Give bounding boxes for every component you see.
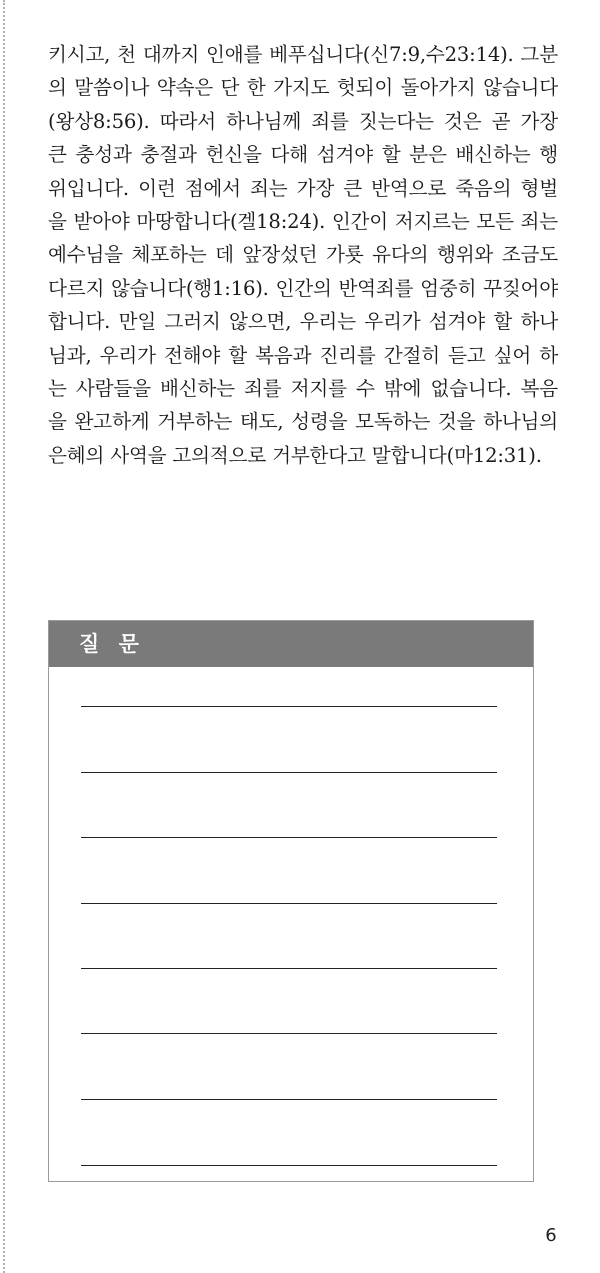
text-line: 을 받아야 마땅합니다(겔18:24). 인간이 저지르는 모든 죄는	[48, 209, 558, 233]
question-box	[48, 620, 534, 1182]
answer-line[interactable]	[81, 1099, 497, 1100]
question-header: 질 문	[49, 621, 533, 667]
text-line: 님과, 우리가 전해야 할 복음과 진리를 간절히 듣고 싶어 하	[48, 343, 558, 367]
page-number: 6	[545, 1225, 557, 1246]
text-line: 키시고, 천 대까지 인애를 베푸십니다(신7:9,수23:14). 그분	[48, 43, 558, 66]
answer-line[interactable]	[81, 837, 497, 838]
text-line: (왕상8:56). 따라서 하나님께 죄를 짓는다는 것은 곧 가장	[48, 109, 558, 133]
page-edge-dots	[3, 0, 5, 1273]
answer-line[interactable]	[81, 1165, 497, 1166]
text-line: 위입니다. 이런 점에서 죄는 가장 큰 반역으로 죽음의 형벌	[48, 176, 558, 200]
answer-line[interactable]	[81, 772, 497, 773]
text-line: 큰 충성과 충절과 헌신을 다해 섬겨야 할 분은 배신하는 행	[48, 143, 558, 167]
text-line: 예수님을 체포하는 데 앞장섰던 가룟 유다의 행위와 조금도	[48, 243, 558, 267]
text-line: 을 완고하게 거부하는 태도, 성령을 모독하는 것을 하나님의	[48, 410, 558, 434]
answer-line[interactable]	[81, 1033, 497, 1034]
text-line: 합니다. 만일 그러지 않으면, 우리는 우리가 섬겨야 할 하나	[48, 310, 558, 334]
answer-line[interactable]	[81, 706, 497, 707]
text-line: 는 사람들을 배신하는 죄를 저지를 수 밖에 없습니다. 복음	[48, 376, 558, 400]
body-paragraph	[48, 38, 558, 472]
answer-line[interactable]	[81, 968, 497, 969]
text-line: 다르지 않습니다(행1:16). 인간의 반역죄를 엄중히 꾸짖어야	[48, 276, 558, 300]
answer-line[interactable]	[81, 903, 497, 904]
text-line: 은혜의 사역을 고의적으로 거부한다고 말합니다(마12:31).	[48, 443, 542, 467]
text-line: 의 말씀이나 약속은 단 한 가지도 헛되이 돌아가지 않습니다	[48, 76, 558, 100]
